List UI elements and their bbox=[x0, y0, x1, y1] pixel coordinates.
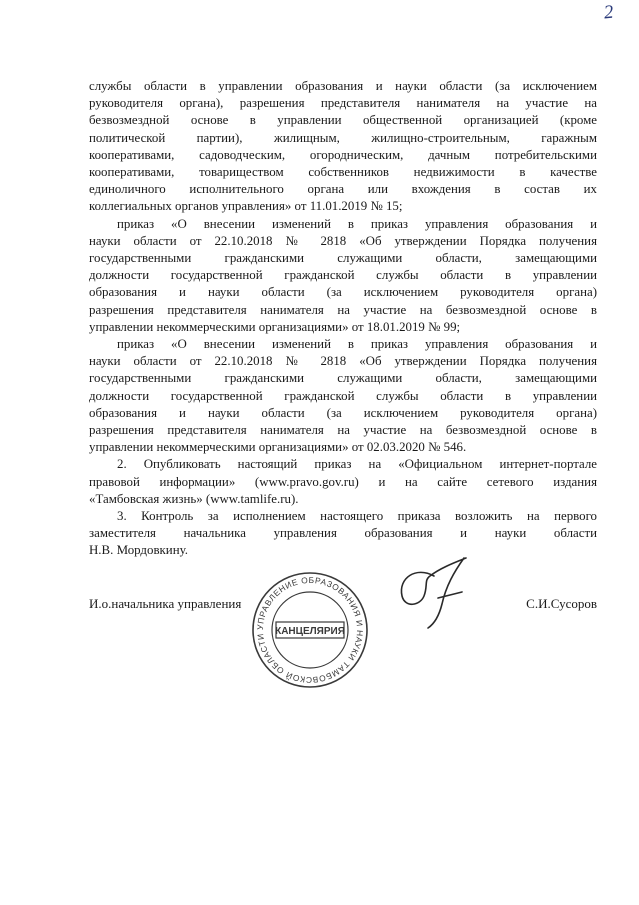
document-body bbox=[89, 78, 597, 560]
text-line: руководителя органа), разрешения представителя нанимателя на участие на bbox=[89, 96, 597, 111]
office-stamp bbox=[250, 570, 370, 690]
text-line: 2. Опубликовать настоящий приказ на «Официальном интернет-портале bbox=[117, 457, 597, 472]
stamp-center-text: КАНЦЕЛЯРИЯ bbox=[275, 626, 345, 637]
text-line: кооперативами, товариществом собственников недвижимости в качестве bbox=[89, 165, 597, 180]
text-line: управлении некоммерческими организациями» от 02.03.2020 № 546. bbox=[89, 440, 467, 455]
text-line: единоличного исполнительного органа или вхождения в состав их bbox=[89, 182, 597, 197]
stamp-ring-text: УПРАВЛЕНИЕ ОБРАЗОВАНИЯ И НАУКИ ТАМБОВСКОЙ ОБЛАСТИ bbox=[254, 574, 366, 686]
paragraph-order-99 bbox=[89, 216, 597, 336]
text-line: науки области от 22.10.2018 № 2818 «Об утверждении Порядка получения bbox=[89, 233, 597, 248]
text-line: правовой информации» (www.pravo.gov.ru) и на сайте сетевого издания bbox=[89, 474, 597, 489]
text-line: должности государственной гражданской службы области в управлении bbox=[89, 388, 597, 403]
signatory-position: И.о.начальника управления bbox=[89, 596, 242, 611]
handwritten-signature bbox=[394, 552, 472, 632]
text-line: Н.В. Мордовкину. bbox=[89, 543, 188, 558]
paragraph-control bbox=[89, 508, 597, 560]
text-line: политической партии), жилищным, жилищно-строительным, гаражным bbox=[89, 130, 597, 145]
text-line: безвозмездной основе в управлении общественной организацией (кроме bbox=[89, 113, 597, 128]
signatory-name: С.И.Сусоров bbox=[526, 596, 597, 611]
page-number: 2 bbox=[602, 1, 615, 24]
text-line: «Тамбовская жизнь» (www.tamlife.ru). bbox=[89, 491, 299, 506]
text-line: 3. Контроль за исполнением настоящего приказа возложить на первого bbox=[117, 509, 597, 524]
text-line: службы области в управлении образования и науки области (за исключением bbox=[89, 79, 597, 93]
paragraph-order-546 bbox=[89, 336, 597, 456]
text-line: коллегиальных органов управления» от 11.01.2019 № 15; bbox=[89, 199, 403, 214]
paragraph-continuation bbox=[89, 78, 597, 216]
text-line: приказ «О внесении изменений в приказ управления образования и bbox=[117, 216, 597, 231]
text-line: разрешения представителя нанимателя на участие на безвозмездной основе в bbox=[89, 302, 597, 317]
text-line: управлении некоммерческими организациями» от 18.01.2019 № 99; bbox=[89, 319, 461, 334]
text-line: кооперативами, садоводческим, огородническим, дачным потребительскими bbox=[89, 147, 597, 162]
text-line: государственными гражданскими служащими области, замещающими bbox=[89, 251, 597, 266]
text-line: должности государственной гражданской службы области в управлении bbox=[89, 268, 597, 283]
text-line: государственными гражданскими служащими области, замещающими bbox=[89, 371, 597, 386]
paragraph-publish bbox=[89, 456, 597, 508]
text-line: разрешения представителя нанимателя на участие на безвозмездной основе в bbox=[89, 423, 597, 438]
text-line: науки области от 22.10.2018 № 2818 «Об утверждении Порядка получения bbox=[89, 354, 597, 369]
text-line: заместителя начальника управления образования и науки области bbox=[89, 526, 597, 541]
text-line: образования и науки области (за исключением руководителя органа) bbox=[89, 285, 597, 300]
text-line: образования и науки области (за исключением руководителя органа) bbox=[89, 405, 597, 420]
text-line: приказ «О внесении изменений в приказ управления образования и bbox=[117, 337, 597, 352]
